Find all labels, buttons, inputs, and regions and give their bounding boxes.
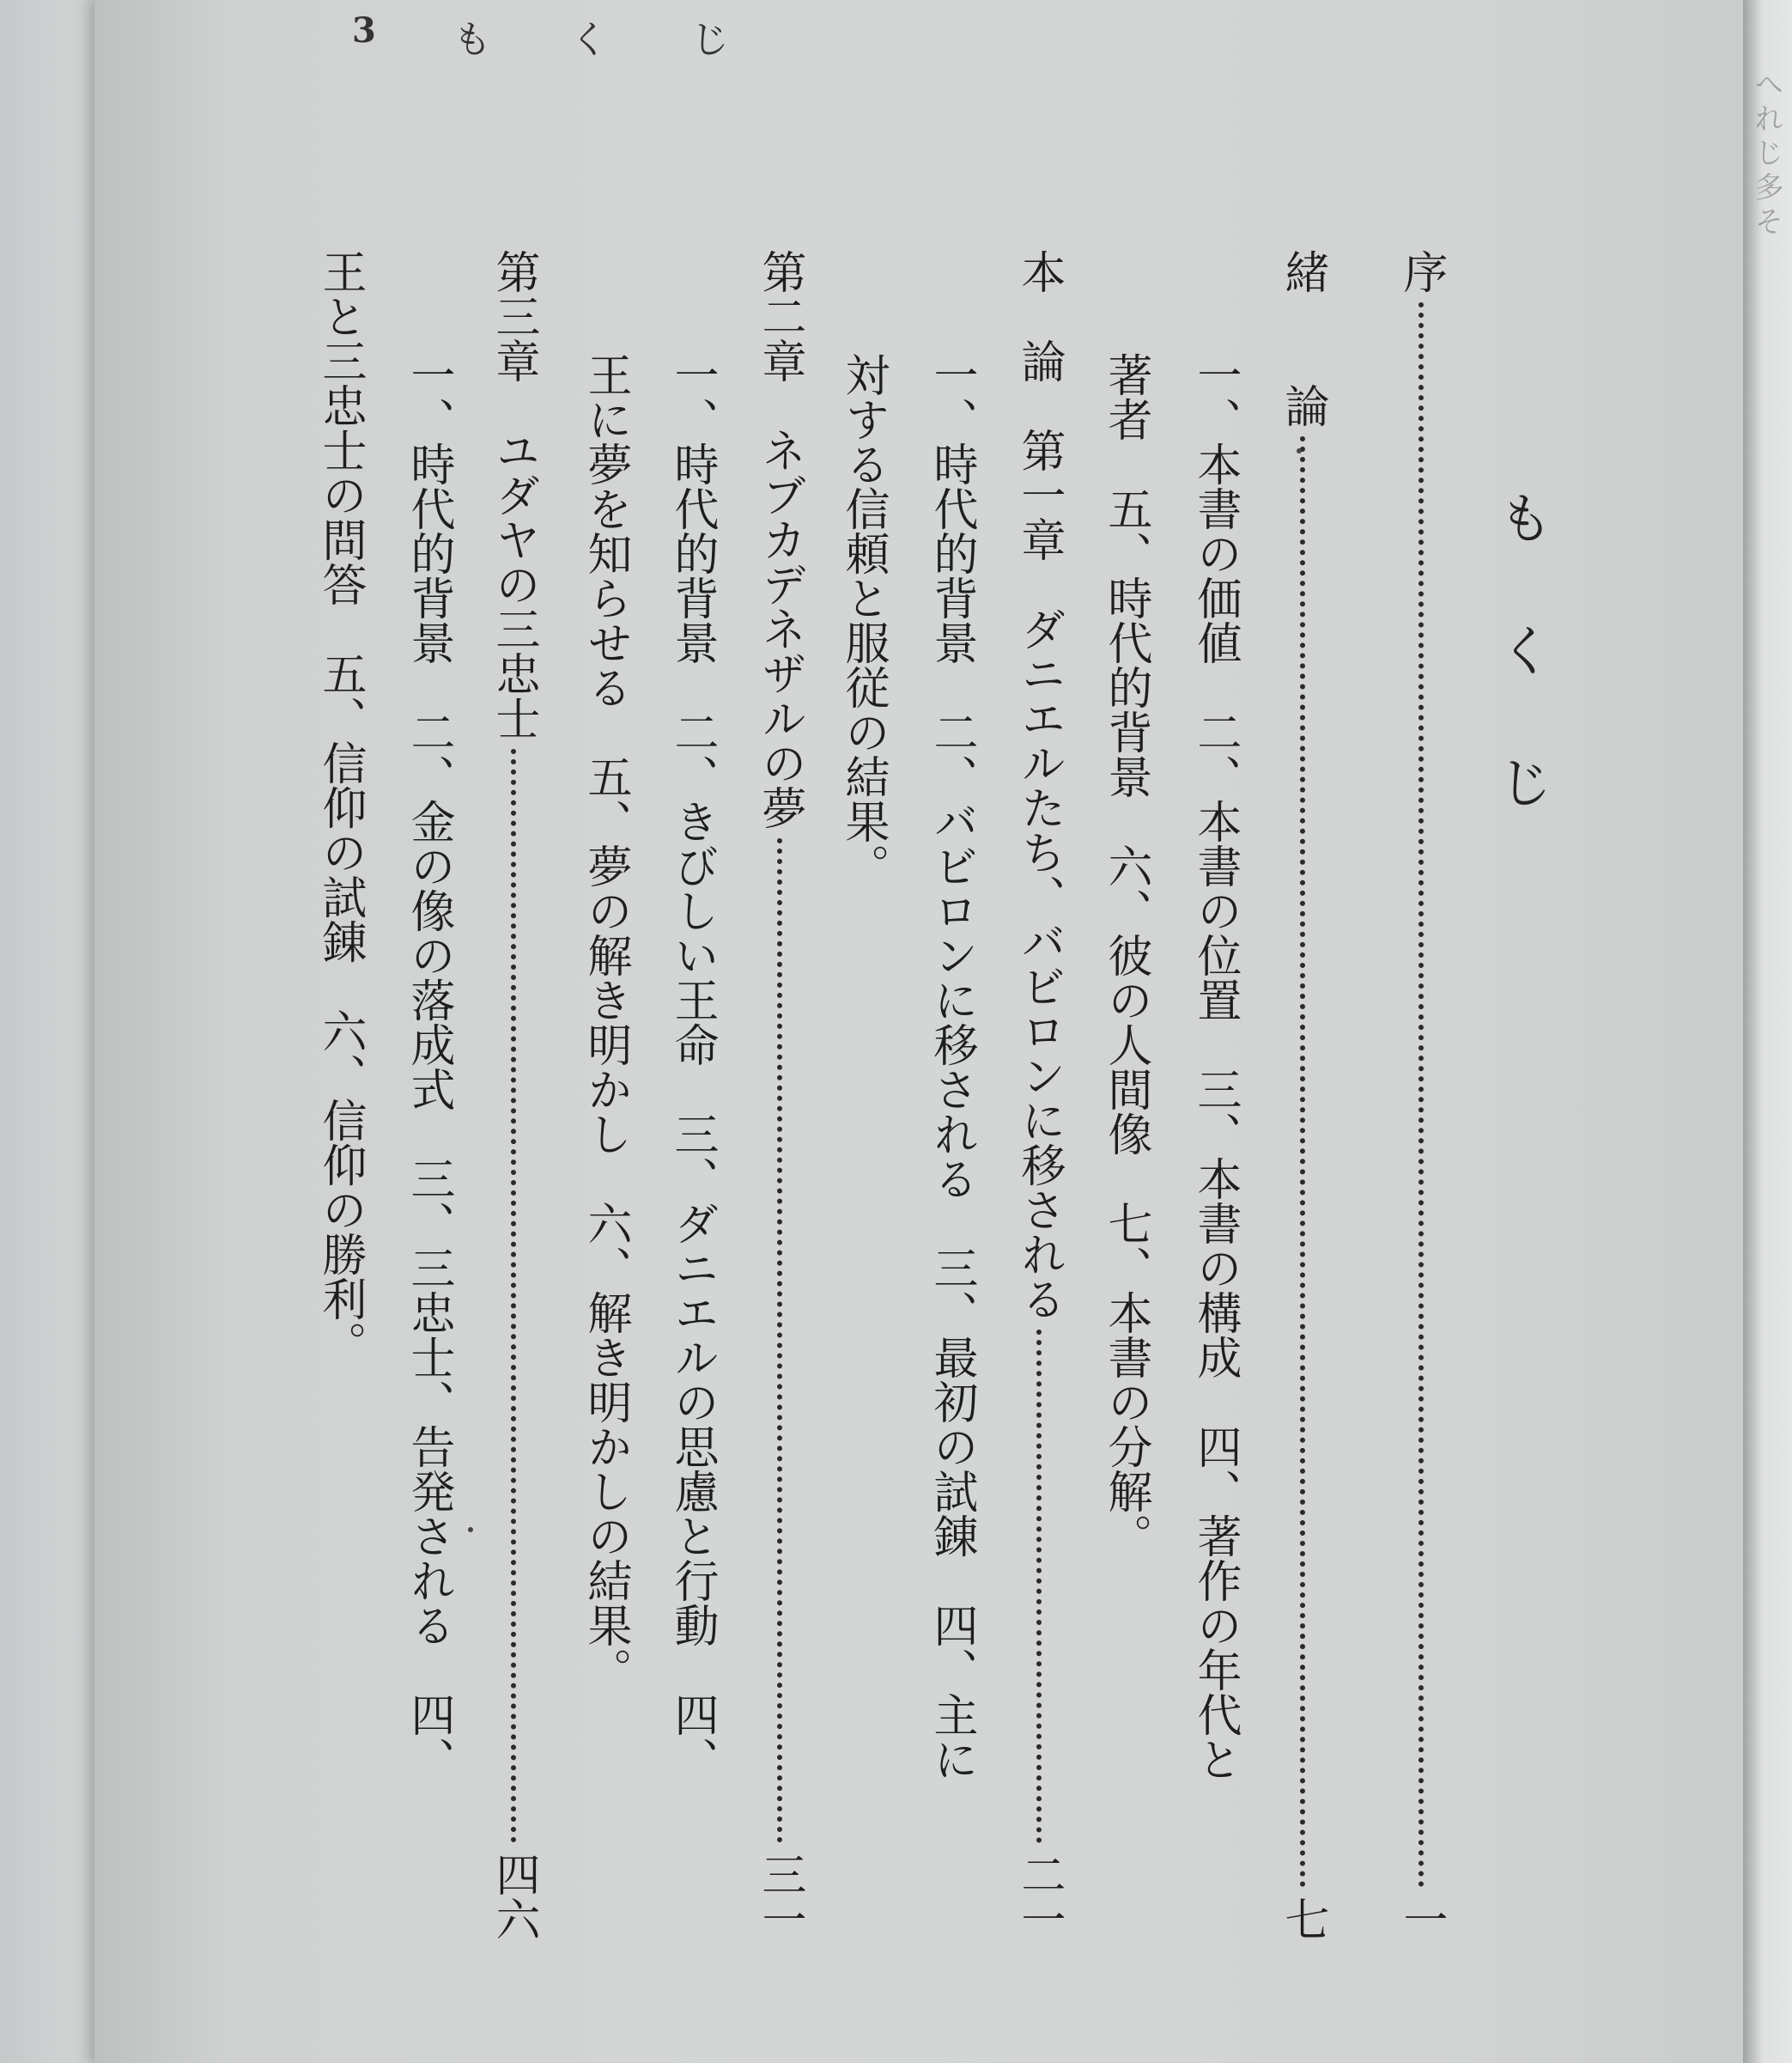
- toc-subentry: 王に夢を知らせる 五、夢の解き明かし 六、解き明かしの結果。: [580, 352, 631, 1692]
- toc-page-number: 七: [1277, 1896, 1328, 1941]
- toc-page-number: 一: [1395, 1896, 1447, 1941]
- leader-dots: [1300, 436, 1305, 1888]
- toc-label: 緒 論: [1277, 249, 1328, 428]
- bleed-through-text: [1771, 69, 1788, 1958]
- toc-entry: [1011, 249, 1067, 1941]
- paper-speck: [1297, 448, 1302, 453]
- toc-subentry: 対する信頼と服従の結果。: [837, 352, 889, 888]
- running-head-char: も: [453, 18, 491, 62]
- paper-speck: [468, 1527, 473, 1532]
- page-number: 3: [352, 10, 376, 51]
- toc-subentry: 一、時代的背景 二、バビロンに移される 三、最初の試錬 四、主に: [926, 352, 977, 1781]
- toc-subentry: 一、時代的背景 二、きびしい王命 三、ダニエルの思慮と行動 四、: [666, 352, 718, 1781]
- toc-entry: [1393, 249, 1449, 1941]
- toc-entry: [485, 249, 542, 1941]
- toc-subentry: 著者 五、時代的背景 六、彼の人間像 七、本書の分解。: [1100, 352, 1151, 1558]
- running-head-char: じ: [691, 18, 729, 62]
- leader-dots: [777, 838, 782, 1843]
- leader-dots: [511, 749, 516, 1843]
- toc-label: 本 論 第一章 ダニエルたち、バビロンに移される: [1013, 249, 1065, 1321]
- leader-dots: [1036, 1330, 1042, 1843]
- toc-label: 序: [1395, 249, 1447, 294]
- toc-subentry: 王と三忠士の問答 五、信仰の試錬 六、信仰の勝利。: [314, 249, 366, 1366]
- toc-entry: [1274, 249, 1331, 1941]
- leader-dots: [1418, 302, 1424, 1888]
- toc-entry: [751, 249, 808, 1941]
- toc-subentry: 一、時代的背景 二、金の像の落成式 三、三忠士、告発される 四、: [403, 352, 454, 1781]
- toc-page-number: 二一: [1013, 1852, 1065, 1941]
- toc-label: 第三章 ユダヤの三忠士: [488, 249, 539, 740]
- toc-subentry: 一、本書の価値 二、本書の位置 三、本書の構成 四、著作の年代と: [1189, 352, 1241, 1781]
- toc-page-number: 三一: [754, 1852, 805, 1941]
- running-head-char: く: [570, 18, 608, 62]
- page-title: もくじ: [1489, 490, 1552, 886]
- toc-label: 第二章 ネブカデネザルの夢: [754, 249, 805, 830]
- toc-page-number: 四六: [488, 1852, 539, 1941]
